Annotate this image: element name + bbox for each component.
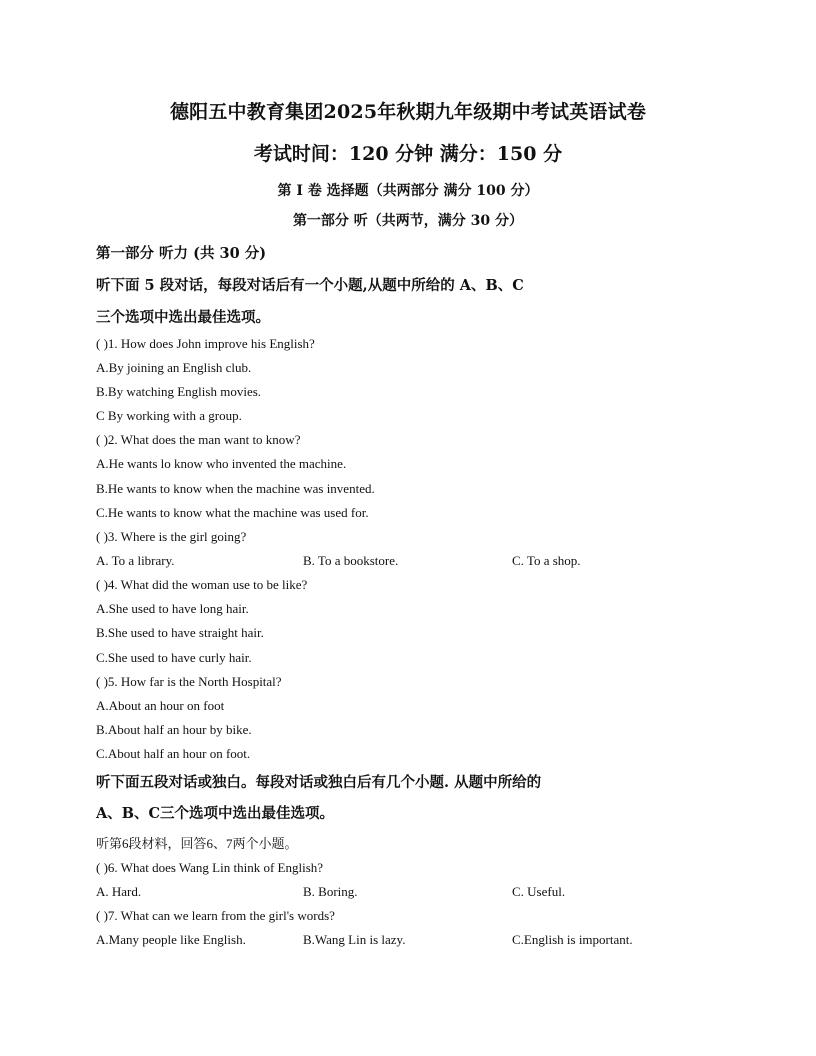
q7-option-a: A.Many people like English. — [96, 932, 246, 947]
q7-options-row — [96, 932, 736, 950]
q3-option-a: A. To a library. — [96, 553, 175, 568]
q1-option-a: A.By joining an English club. — [96, 360, 252, 375]
q3-option-c: C. To a shop. — [512, 553, 581, 568]
q1-option-b: B.By watching English movies. — [96, 384, 262, 399]
q7-option-c: C.English is important. — [512, 932, 633, 947]
q4-option-b: B.She used to have straight hair. — [96, 625, 264, 640]
exam-info: 考试时间：120 分钟 满分：150 分 — [253, 143, 563, 165]
q5-option-a: A.About an hour on foot — [96, 698, 225, 713]
question-5: ( )5. How far is the North Hospital? — [96, 674, 282, 689]
q2-option-b: B.He wants to know when the machine was invented. — [96, 481, 375, 496]
exam-title: 德阳五中教育集团2025年秋期九年级期中考试英语试卷 — [169, 101, 647, 123]
q6-option-b: B. Boring. — [303, 884, 358, 899]
section-heading: 第一部分 听力 (共 30 分) — [96, 245, 267, 262]
question-6: ( )6. What does Wang Lin think of English? — [96, 860, 324, 875]
q5-option-b: B.About half an hour by bike. — [96, 722, 252, 737]
q2-option-a: A.He wants lo know who invented the machine. — [96, 456, 347, 471]
instruction-line-1: 听下面 5 段对话，每段对话后有一个小题,从题中所给的 A、B、C — [96, 277, 524, 294]
volume-heading: 第 I 卷 选择题（共两部分 满分 100 分） — [277, 183, 539, 199]
q6-option-c: C. Useful. — [512, 884, 566, 899]
question-1: ( )1. How does John improve his English? — [96, 336, 315, 351]
q3-options-row — [96, 553, 736, 571]
question-4: ( )4. What did the woman use to be like? — [96, 577, 308, 592]
q4-option-a: A.She used to have long hair. — [96, 601, 249, 616]
q7-option-b: B.Wang Lin is lazy. — [303, 932, 406, 947]
question-3: ( )3. Where is the girl going? — [96, 529, 247, 544]
question-2: ( )2. What does the man want to know? — [96, 432, 301, 447]
material-note: 听第6段材料，回答6、7两个小题。 — [96, 836, 298, 851]
question-7: ( )7. What can we learn from the girl's words? — [96, 908, 335, 923]
part-heading: 第一部分 听（共两节，满分 30 分） — [292, 213, 524, 229]
q2-option-c: C.He wants to know what the machine was used for. — [96, 505, 369, 520]
q1-option-c: C By working with a group. — [96, 408, 242, 423]
q6-option-a: A. Hard. — [96, 884, 142, 899]
q4-option-c: C.She used to have curly hair. — [96, 650, 252, 665]
q3-option-b: B. To a bookstore. — [303, 553, 399, 568]
section2-instruction-line-2: A、B、C三个选项中选出最佳选项。 — [96, 805, 335, 822]
q6-options-row — [96, 884, 736, 902]
instruction-line-2: 三个选项中选出最佳选项。 — [96, 309, 270, 326]
section2-instruction-line-1: 听下面五段对话或独白。每段对话或独白后有几个小题. 从题中所给的 — [96, 774, 542, 791]
q5-option-c: C.About half an hour on foot. — [96, 746, 251, 761]
